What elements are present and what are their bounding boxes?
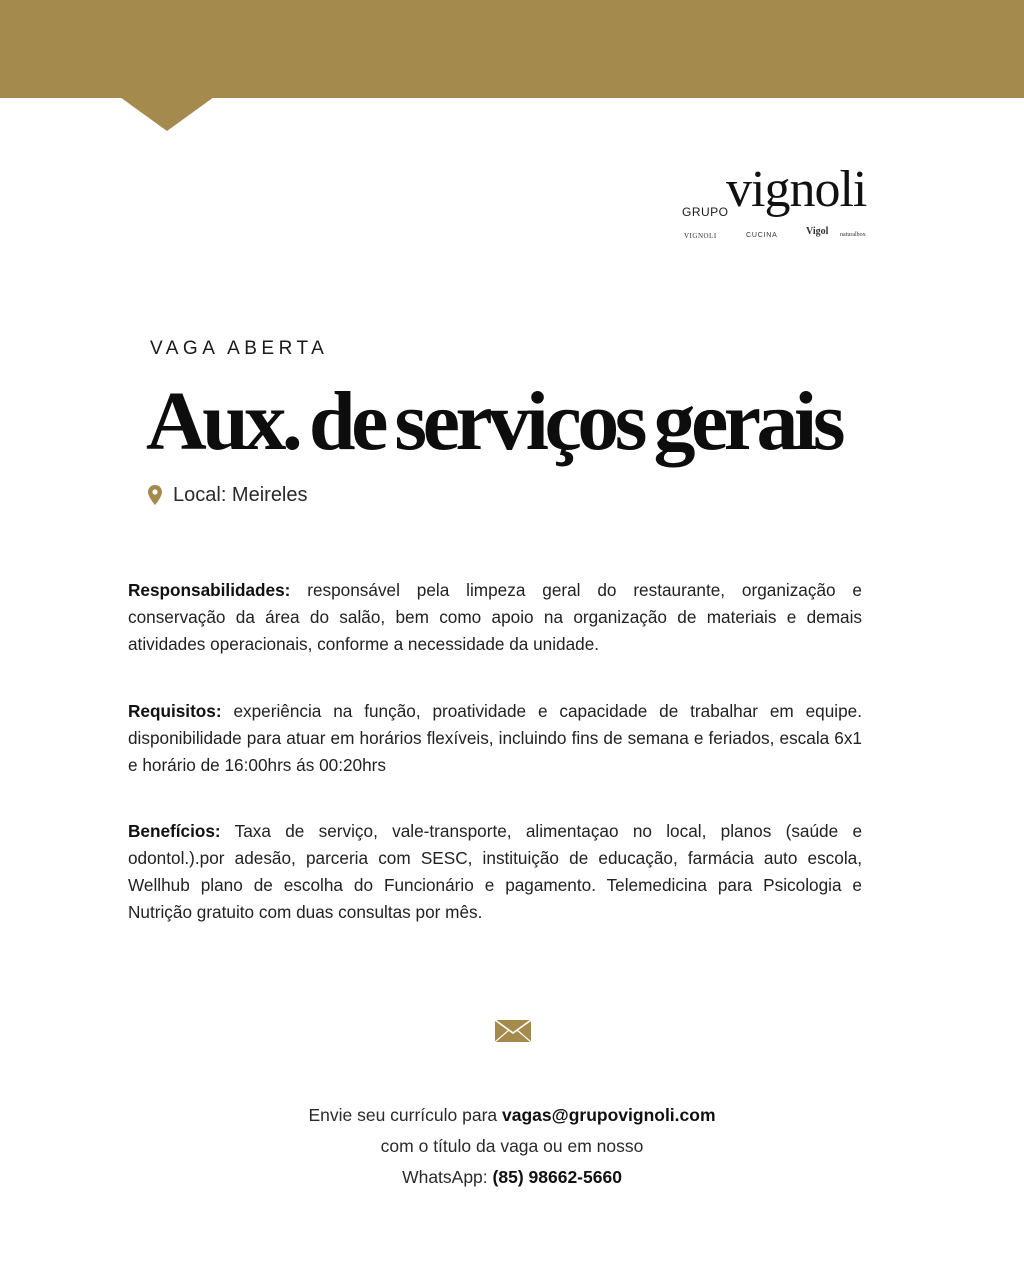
brand-cucina: CUCINA — [746, 232, 778, 239]
contact-block — [212, 1100, 812, 1193]
location-row — [148, 482, 308, 508]
contact-line-3-prefix: WhatsApp: — [402, 1167, 493, 1187]
logo-name-text: vignoli — [726, 161, 867, 218]
contact-line-3 — [212, 1162, 812, 1193]
beneficios-section — [128, 818, 862, 926]
top-gold-band — [0, 0, 1024, 98]
brand-vigol: Vigol — [806, 226, 829, 237]
grupo-vignoli-logo — [680, 161, 880, 248]
envelope-icon — [495, 1020, 531, 1042]
eyebrow-label: VAGA ABERTA — [150, 338, 329, 359]
location-text: Local: Meireles — [173, 483, 308, 506]
job-title: Aux. de serviços gerais — [146, 375, 842, 468]
map-pin-icon — [148, 485, 162, 505]
contact-line-1 — [212, 1100, 812, 1131]
logo-wordmark — [680, 161, 880, 220]
contact-line-1-prefix: Envie seu currículo para — [308, 1105, 503, 1125]
requisitos-text: experiência na função, proatividade e capacidade de trabalhar em equipe. disponibilidade para atuar em horários flexíveis, incluindo fins de semana e feriados, escala 6x1 e horário de 16:00hrs ás 00:20hrs — [128, 701, 862, 775]
contact-line-2: com o título da vaga ou em nosso — [380, 1136, 644, 1156]
logo-brand-row — [682, 226, 882, 244]
brand-naturalbox: naturalbox — [840, 232, 866, 238]
contact-email-link[interactable]: vagas@grupovignoli.com — [502, 1105, 716, 1125]
band-notch-decoration — [120, 97, 214, 131]
logo-grupo-text: GRUPO — [682, 205, 729, 219]
requisitos-section — [128, 698, 862, 779]
responsabilidades-section — [128, 577, 862, 658]
beneficios-text: Taxa de serviço, vale-transporte, alimentaçao no local, planos (saúde e odontol.).por adesão, parceria com SESC, instituição de educação, farmácia auto escola, Wellhub plano de escolha do Funcionário e pagamento. Telemedicina para Psicologia e Nutrição gratuito com duas consultas por mês. — [128, 821, 862, 922]
responsabilidades-label: Responsabilidades: — [128, 580, 291, 600]
brand-vignoli: VIGNOLI — [684, 232, 717, 240]
requisitos-label: Requisitos: — [128, 701, 222, 721]
responsabilidades-text: responsável pela limpeza geral do restaurante, organização e conservação da área do salão, bem como apoio na organização de materiais e demais atividades operacionais, conforme a necessidade da unidade. — [128, 580, 862, 654]
contact-whatsapp-number[interactable]: (85) 98662-5660 — [492, 1167, 622, 1187]
beneficios-label: Benefícios: — [128, 821, 221, 841]
